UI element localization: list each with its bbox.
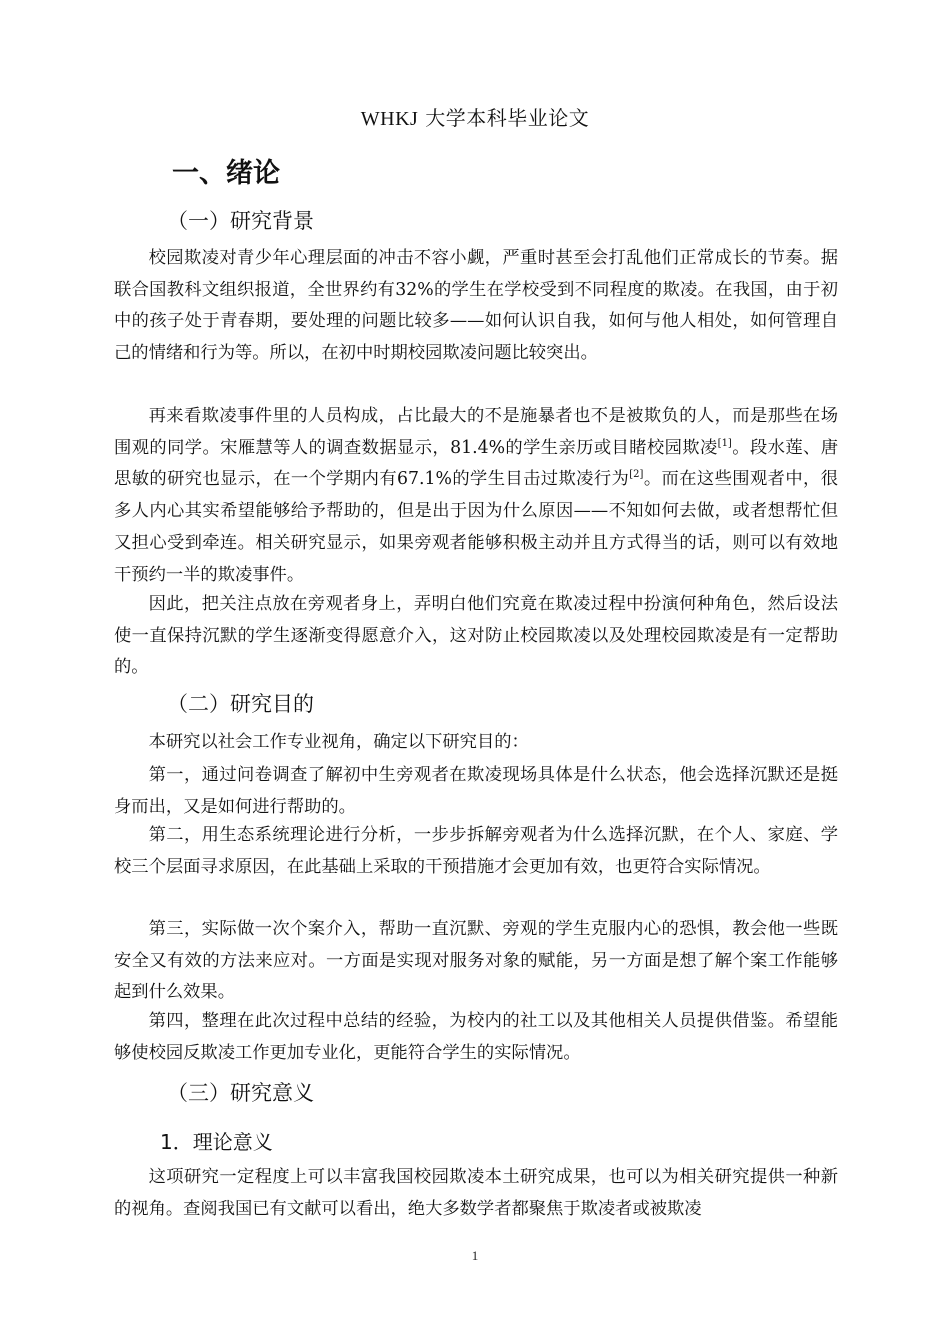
background-paragraph-2-part-b: 。段水莲、唐思敏的研究也显示，在一个学期内有67.1%的学生目击过欺凌行为	[114, 437, 838, 490]
purpose-paragraph-4: 第四，整理在此次过程中总结的经验，为校内的社工以及其他相关人员提供借鉴。希望能够使校园反欺凌工作更加专业化，更能符合学生的实际情况。	[114, 1011, 838, 1063]
chapter-title: 一、绪论	[172, 158, 280, 189]
purpose-paragraph-1: 第一，通过问卷调查了解初中生旁观者在欺凌现场具体是什么状态，他会选择沉默还是挺身而出，又是如何进行帮助的。	[114, 765, 838, 817]
subsection-title-theory: 1．理论意义	[160, 1130, 273, 1154]
running-header	[0, 104, 950, 133]
background-paragraph-2	[114, 401, 838, 591]
background-paragraph-3: 因此，把关注点放在旁观者身上，弄明白他们究竟在欺凌过程中扮演何种角色，然后设法使一直保持沉默的学生逐渐变得愿意介入，这对防止校园欺凌以及处理校园欺凌是有一定帮助的。	[114, 594, 838, 678]
significance-paragraph-1: 这项研究一定程度上可以丰富我国校园欺凌本土研究成果，也可以为相关研究提供一种新的视角。查阅我国已有文献可以看出，绝大多数学者都聚焦于欺凌者或被欺凌	[114, 1167, 838, 1219]
purpose-paragraph-2: 第二，用生态系统理论进行分析，一步步拆解旁观者为什么选择沉默，在个人、家庭、学校三个层面寻求原因，在此基础上采取的干预措施才会更加有效，也更符合实际情况。	[114, 825, 838, 877]
citation-2: [2]	[629, 469, 644, 481]
background-paragraph-1: 校园欺凌对青少年心理层面的冲击不容小觑，严重时甚至会打乱他们正常成长的节奏。据联合国教科文组织报道，全世界约有32%的学生在学校受到不同程度的欺凌。在我国，由于初中的孩子处于青春期，要处理的问题比较多——如何认识自我，如何与他人相处，如何管理自己的情绪和行为等。所以，在初中时期校园欺凌问题比较突出。	[114, 248, 838, 364]
header-title: 大学本科毕业论文	[425, 106, 590, 130]
background-paragraph-2-part-c: 。而在这些围观者中，很多人内心其实希望能够给予帮助的，但是出于因为什么原因——不知如何去做，或者想帮忙但又担心受到牵连。相关研究显示，如果旁观者能够积极主动并且方式得当的话，则可以有效地干预约一半的欺凌事件。	[114, 469, 838, 585]
page-number: 1	[471, 1248, 479, 1263]
header-latin: WHKJ	[360, 108, 419, 130]
section-title-purpose: （二）研究目的	[167, 692, 314, 716]
section-title-background: （一）研究背景	[167, 209, 314, 233]
section-title-significance: （三）研究意义	[167, 1081, 314, 1105]
purpose-paragraph-3: 第三，实际做一次个案介入，帮助一直沉默、旁观的学生克服内心的恐惧，教会他一些既安全又有效的方法来应对。一方面是实现对服务对象的赋能，另一方面是想了解个案工作能够起到什么效果。	[114, 919, 838, 1003]
purpose-intro: 本研究以社会工作专业视角，确定以下研究目的：	[148, 732, 529, 752]
background-paragraph-2-part-a: 再来看欺凌事件里的人员构成，占比最大的不是施暴者也不是被欺负的人，而是那些在场围观的同学。宋雁慧等人的调查数据显示，81.4%的学生亲历或目睹校园欺凌	[114, 406, 838, 458]
citation-1: [1]	[717, 437, 732, 449]
